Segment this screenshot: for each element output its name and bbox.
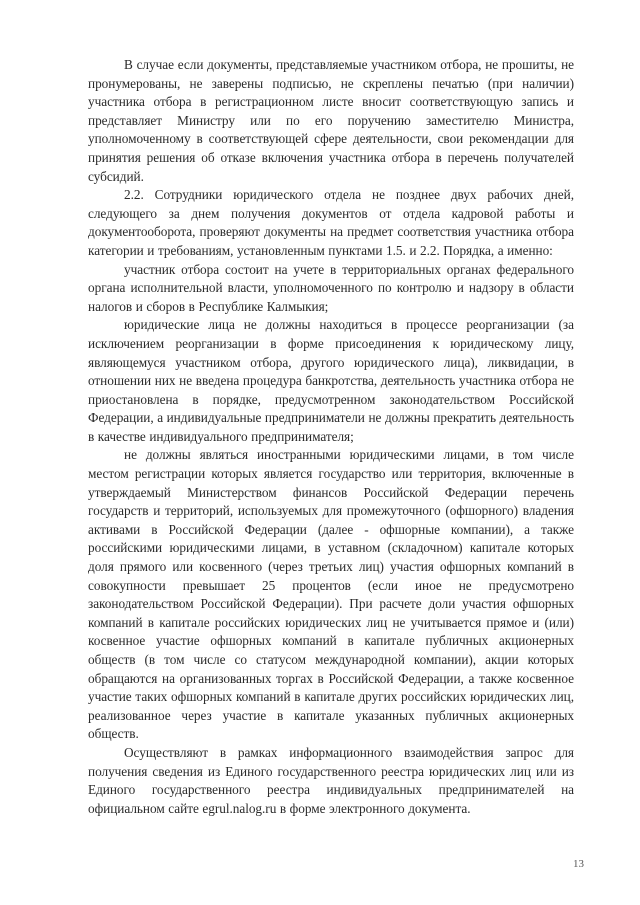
paragraph-egrul-request: Осуществляют в рамках информационного взаимодействия запрос для получения сведения из Единого государственного реестра юридических лиц или из Единого государственного реестра индивидуальных предпринимателей на официальном сайте egrul.nalog.ru в форме электронного документа. (88, 744, 574, 816)
paragraph-legal-department-check: 2.2. Сотрудники юридического отдела не позднее двух рабочих дней, следующего за днем получения документов от отдела кадровой работы и документооборота, проверяют документы на предмет соответствия участника отбора категории и требованиям, установленным пунктами 1.5. и 2.2. Порядка, а именно: (88, 187, 574, 258)
paragraph-rejection-recommendation: В случае если документы, представляемые участником отбора, не прошиты, не пронумерованы, не заверены подписью, не скреплены печатью (при наличии) участника отбора в регистрационном листе вносит соответствующую запись и представляет Министру или по его поручению заместителю Министра, уполномоченному в соответствующей сфере деятельности, свои рекомендации для принятия решения об отказе включения участника отбора в перечень получателей субсидий. (88, 57, 574, 184)
paragraph-tax-registration: участник отбора состоит на учете в территориальных органах федерального органа исполнительной власти, уполномоченного по контролю и надзору в области налогов и сборов в Республике Калмыкия; (88, 261, 574, 314)
page-number: 13 (573, 858, 584, 870)
paragraph-reorganization: юридические лица не должны находиться в процессе реорганизации (за исключением реорганизации в форме присоединения к юридическому лицу, являющемуся участником отбора, другого юридического лица), ликвидации, в отношении них не введена процедура банкротства, деятельность участника отбора не приостановлена в порядке, предусмотренном законодательством Российской Федерации, а индивидуальные предприниматели не должны прекратить деятельность в качестве индивидуального предпринимателя; (88, 317, 575, 444)
paragraph-offshore: не должны являться иностранными юридическими лицами, в том числе местом регистрации которых является государство или территория, включенные в утверждаемый Министерством финансов Российской Федерации перечень государств и территорий, используемых для промежуточного (офшорного) владения активами в Российской Федерации (далее - офшорные компании), а также российскими юридическими лицами, в уставном (складочном) капитале которых доля прямого или косвенного (через третьих лиц) участия офшорных компаний в совокупности превышает 25 процентов (если иное не предусмотрено законодательством Российской Федерации). При расчете доли участия офшорных компаний в капитале российских юридических лиц не учитывается прямое и (или) косвенное участие офшорных компаний в капитале публичных акционерных обществ (в том числе со статусом международной компании), акции которых обращаются на организованных торгах в Российской Федерации, а также косвенное участие таких офшорных компаний в капитале других российских юридических лиц, реализованное через участие в капитале указанных публичных акционерных обществ. (88, 447, 574, 742)
